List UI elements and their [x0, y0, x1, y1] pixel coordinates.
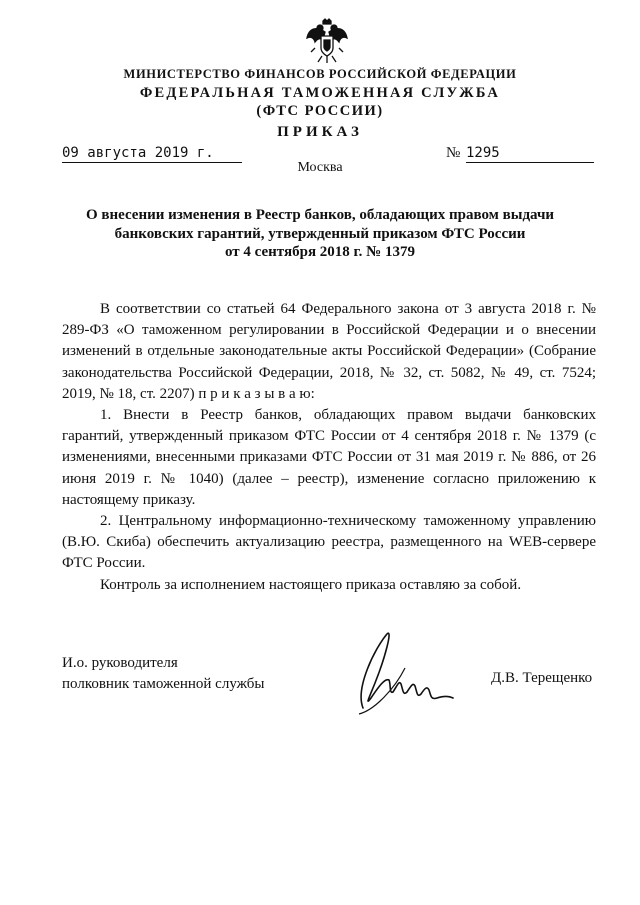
order-item-2: 2. Центральному информационно-техническому таможенному управлению (В.Ю. Скиба) обеспечить актуализацию реестра, размещенного на WEB-сервере ФТС России. — [62, 513, 596, 572]
document-date: 09 августа 2019 г. — [62, 144, 242, 163]
handwritten-signature — [345, 628, 455, 718]
service-short-name: (ФТС РОССИИ) — [256, 103, 384, 119]
title-line: О внесении изменения в Реестр банков, обладающих правом выдачи — [85, 207, 555, 223]
signer-name: Д.В. Терещенко — [491, 670, 593, 686]
position-line: И.о. руководителя — [62, 655, 178, 671]
ministry-name: МИНИСТЕРСТВО ФИНАНСОВ РОССИЙСКОЙ ФЕДЕРАЦИИ — [123, 67, 517, 81]
title-line: от 4 сентября 2018 г. № 1379 — [225, 244, 415, 260]
title-line: банковских гарантий, утвержденный приказом ФТС России — [114, 225, 526, 242]
number-label: № — [446, 145, 461, 161]
signatory-position — [62, 653, 265, 694]
preamble-paragraph: В соответствии со статьей 64 Федерального закона от 3 августа 2018 г. № 289-ФЗ «О таможенном регулировании в Российской Федерации и о внесении изменений в отдельные законодательные акты Российской Федерации» (Собрание законодательства Российской Федерации, 2018, № 32, ст. 5082, № 49, ст. 7524; 2019, № 18, ст. 2207) п р и к а з ы в а ю: — [62, 301, 596, 402]
document-type: ПРИКАЗ — [277, 124, 363, 140]
coat-of-arms-emblem — [305, 18, 349, 66]
service-name: ФЕДЕРАЛЬНАЯ ТАМОЖЕННАЯ СЛУЖБА — [139, 85, 501, 101]
document-number: 1295 — [466, 144, 594, 163]
document-body — [62, 299, 596, 575]
document-title — [70, 206, 570, 262]
position-line: полковник таможенной службы — [62, 675, 265, 692]
control-paragraph: Контроль за исполнением настоящего приказа оставляю за собой. — [100, 577, 522, 593]
document-city: Москва — [297, 160, 343, 175]
order-item-1: 1. Внести в Реестр банков, обладающих правом выдачи банковских гарантий, утвержденный приказом ФТС России от 4 сентября 2018 г. № 1379 (с изменениями, внесенными приказами ФТС России от 31 мая 2019 г. № 886, от 26 июня 2019 г. № 1040) (далее – реестр), изменение согласно приложению к настоящему приказу. — [62, 407, 596, 508]
